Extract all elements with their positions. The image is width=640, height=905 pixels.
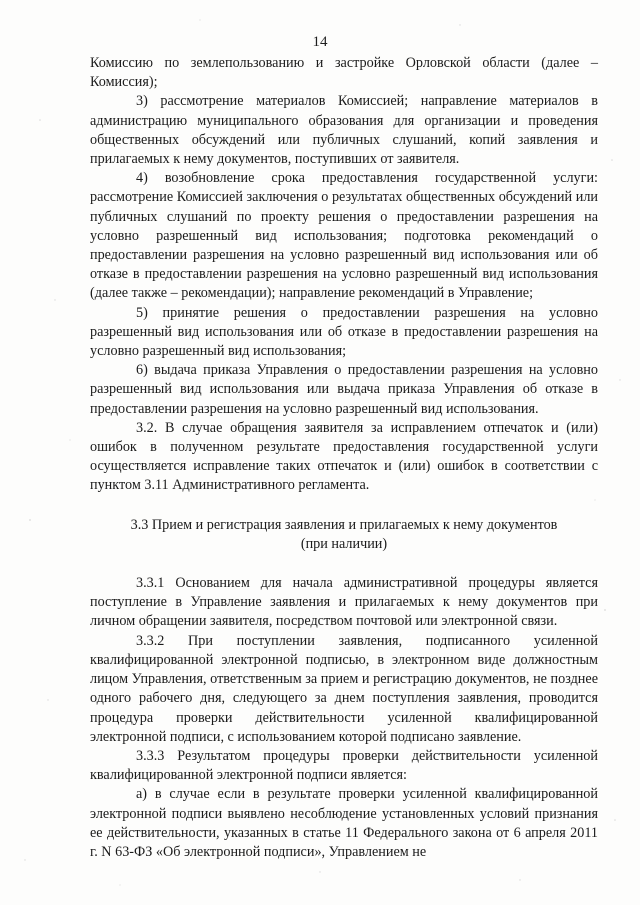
paragraph: 3.2. В случае обращения заявителя за исправлением отпечаток и (или) ошибок в полученном результате предоставления государственной услуги осуществляется исправление таких отпечаток и (или) ошибок в соответствии с пунктом 3.11 Административного регламента. — [90, 419, 598, 494]
paragraph: 3.3.2 При поступлении заявления, подписанного усиленной квалифицированной электронной подписью, в электронном виде должностным лицом Управления, ответственным за прием и регистрацию документов, не позднее одного рабочего дня, следующего за днем поступления заявления, проводится процедура проверки действительности усиленной квалифицированной электронной подписи, с использованием которой подписано заявление. — [90, 632, 598, 745]
paragraph: 3.3.1 Основанием для начала административной процедуры является поступление в Управление заявления и прилагаемых к нему документов при личном обращении заявителя, посредством почтовой или электронной связи. — [90, 575, 598, 630]
page-number: 14 — [312, 34, 328, 50]
paragraph: 3.3.3 Результатом процедуры проверки действительности усиленной квалифицированной электронной подписи является: — [90, 747, 598, 784]
paragraph: 3) рассмотрение материалов Комиссией; направление материалов в администрацию муниципального образования для организации и проведения общественных обсуждений или публичных слушаний, копий заявления и прилагаемых к нему документов, поступивших от заявителя. — [90, 93, 598, 168]
paragraph: Комиссию по землепользованию и застройке Орловской области (далее – Комиссия); — [90, 55, 598, 91]
paragraph: 5) принятие решения о предоставлении разрешения на условно разрешенный вид использования или об отказе в предоставлении разрешения на условно разрешенный вид использования; — [90, 304, 598, 360]
section-heading — [90, 516, 598, 554]
document-body — [90, 54, 598, 862]
paragraph: 6) выдача приказа Управления о предоставлении разрешения на условно разрешенный вид использования или выдача приказа Управления об отказе в предоставлении разрешения на условно разрешенный вид использования. — [90, 362, 598, 417]
paragraph: 4) возобновление срока предоставления государственной услуги: рассмотрение Комиссией заключения о результатах общественных обсуждений или публичных слушаний по проекту решения о предоставлении разрешения на условно разрешенный вид использования; подготовка рекомендаций о предоставлении разрешения на условно разрешенный вид использования или об отказе в предоставлении разрешения на условно разрешенный вид использования (далее также – рекомендации); направление рекомендаций в Управление; — [90, 170, 598, 302]
paragraph: а) в случае если в результате проверки усиленной квалифицированной электронной подписи выявлено несоблюдение установленных условий признания ее действительности, указанных в статье 11 Федерального закона от 6 апреля 2011 г. N 63-ФЗ «Об электронной подписи», Управлением не — [90, 786, 598, 860]
section-heading-line: (при наличии) — [300, 535, 388, 552]
section-heading-line: 3.3 Прием и регистрация заявления и прилагаемых к нему документов — [130, 516, 558, 533]
